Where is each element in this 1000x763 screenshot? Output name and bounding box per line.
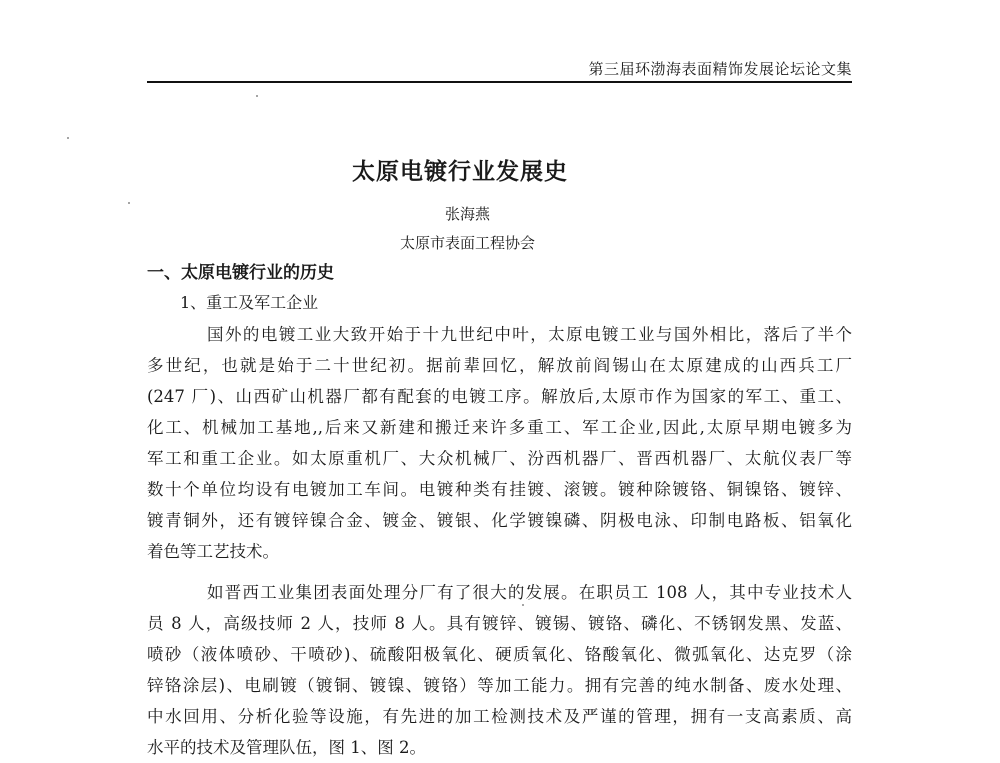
paragraph-line: 员 8 人，高级技师 2 人，技师 8 人。具有镀锌、镀锡、镀铬、磷化、不锈钢发黑、发蓝、 — [147, 614, 852, 633]
section-heading: 一、太原电镀行业的历史 — [147, 263, 334, 283]
article-affiliation: 太原市表面工程协会 — [399, 234, 535, 252]
scan-speck — [67, 137, 69, 139]
paragraph-line: 如晋西工业集团表面处理分厂有了很大的发展。在职员工 108 人，其中专业技术人 — [207, 583, 852, 602]
paragraph-line: (247 厂)、山西矿山机器厂都有配套的电镀工序。解放后,太原市作为国家的军工、重工、 — [147, 387, 852, 406]
paragraph-line: 锌铬涂层)、电刷镀（镀铜、镀镍、镀铬）等加工能力。拥有完善的纯水制备、废水处理、 — [147, 676, 852, 695]
paragraph-line: 军工和重工企业。如太原重机厂、大众机械厂、汾西机器厂、晋西机器厂、太航仪表厂等 — [147, 449, 852, 468]
scan-speck — [256, 95, 258, 97]
paragraph-line: 数十个单位均设有电镀加工车间。电镀种类有挂镀、滚镀。镀种除镀铬、铜镍铬、镀锌、 — [147, 480, 852, 499]
paragraph-line: 多世纪，也就是始于二十世纪初。据前辈回忆，解放前阎锡山在太原建成的山西兵工厂 — [147, 356, 852, 375]
body-paragraph-2 — [147, 577, 852, 763]
subsection-heading: 1、重工及军工企业 — [180, 293, 319, 312]
paragraph-line: 喷砂（液体喷砂、干喷砂)、硫酸阳极氧化、硬质氧化、铬酸氧化、微弧氧化、达克罗（涂 — [147, 645, 852, 664]
article-title: 太原电镀行业发展史 — [352, 159, 568, 185]
paragraph-line: 中水回用、分析化验等设施，有先进的加工检测技术及严谨的管理，拥有一支高素质、高 — [147, 707, 852, 726]
scan-speck — [128, 202, 130, 204]
paragraph-line: 化工、机械加工基地,,后来又新建和搬迁来许多重工、军工企业,因此,太原早期电镀多为 — [147, 418, 852, 437]
paragraph-line: 水平的技术及管理队伍，图 1、图 2。 — [147, 738, 426, 757]
paragraph-line: 镀青铜外，还有镀锌镍合金、镀金、镀银、化学镀镍磷、阴极电泳、印制电路板、铝氧化 — [147, 511, 852, 530]
header-rule — [147, 81, 852, 83]
running-header: 第三届环渤海表面精饰发展论坛论文集 — [588, 60, 852, 78]
article-author: 张海燕 — [444, 205, 490, 223]
body-paragraph-1 — [147, 319, 852, 567]
scan-speck — [522, 604, 524, 606]
paragraph-line: 着色等工艺技术。 — [147, 542, 279, 561]
paragraph-line: 国外的电镀工业大致开始于十九世纪中叶，太原电镀工业与国外相比，落后了半个 — [207, 325, 852, 344]
